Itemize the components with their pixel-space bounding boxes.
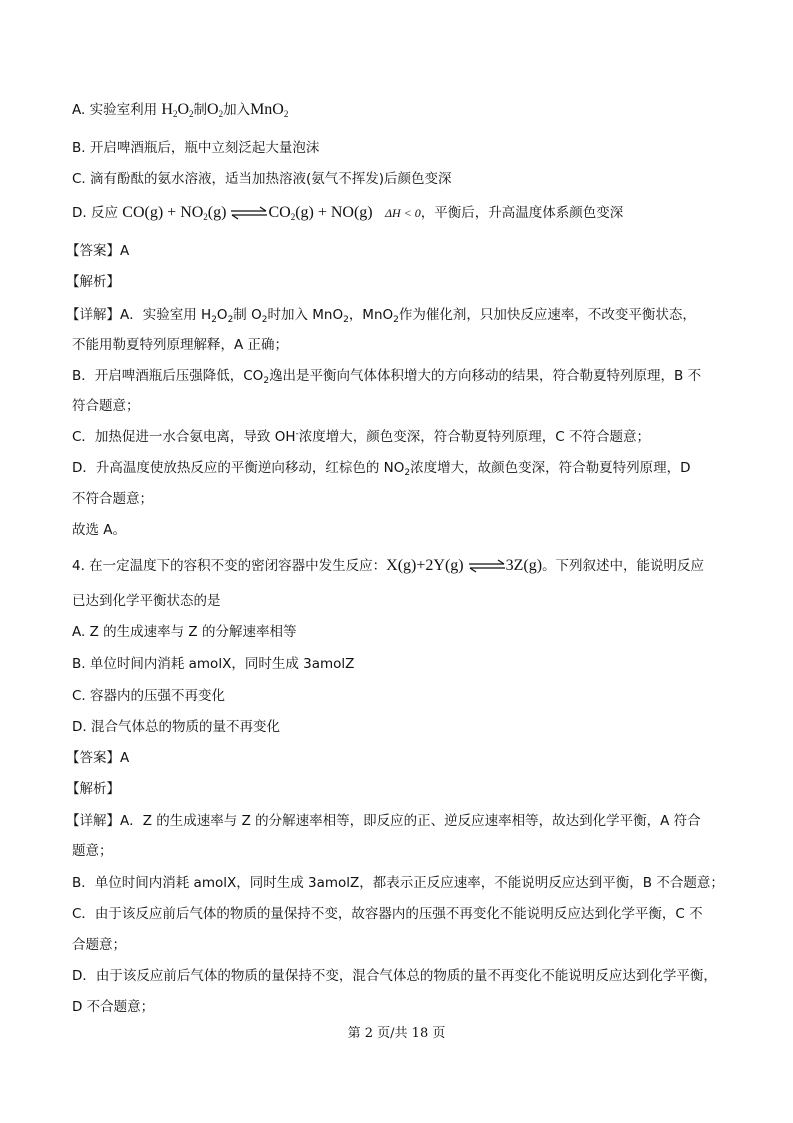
q3-detail-line-8: 故选 A。: [72, 522, 127, 538]
q3-answer: 【答案】A: [66, 243, 130, 259]
q4-detail-line-1: 【详解】A．Z 的生成速率与 Z 的分解速率相等，即反应的正、逆反应速率相等，故达到化学平衡，A 符合: [66, 813, 701, 829]
equilibrium-arrow-icon: [230, 206, 268, 220]
q3-detail-line-1: 【详解】A．实验室用 $H_2O_2$制 $O_2$时加入 MnO$_2$，MnO$_2$作为催化剂，只加快反应速率，不改变平衡状态，: [66, 307, 696, 325]
q4-detail-line-7: D 不合题意；: [72, 999, 155, 1015]
q3-detail-line-4: 符合题意；: [72, 398, 140, 414]
option-a-text: A. 实验室利用: [72, 102, 158, 118]
q4-analysis-heading: 【解析】: [66, 781, 120, 797]
delta-h: ΔH < 0: [384, 206, 421, 220]
q3-option-c: C. 滴有酚酞的氨水溶液，适当加热溶液(氨气不挥发)后颜色变深: [72, 171, 452, 187]
q3-detail-line-6: D．升高温度使放热反应的平衡逆向移动，红棕色的 $NO_2$浓度增大，故颜色变深，符合勒夏特列原理，D: [72, 460, 691, 478]
equilibrium-arrow-icon: [468, 559, 506, 573]
q4-detail-line-6: D．由于该反应前后气体的物质的量保持不变，混合气体总的物质的量不再变化不能说明反应达到化学平衡，: [72, 968, 717, 984]
q3-option-b: B. 开启啤酒瓶后，瓶中立刻泛起大量泡沫: [72, 140, 320, 156]
q4-option-d: D. 混合气体总的物质的量不再变化: [72, 719, 280, 735]
mno2-formula: MnO$_2$: [250, 101, 289, 119]
q4-answer: 【答案】A: [66, 750, 130, 766]
q4-option-a: A. Z 的生成速率与 Z 的分解速率相等: [72, 624, 297, 640]
q3-detail-line-7: 不符合题意；: [72, 491, 153, 507]
q4-option-c: C. 容器内的压强不再变化: [72, 688, 226, 704]
q3-analysis-heading: 【解析】: [66, 274, 120, 290]
q4-detail-line-5: 合题意；: [72, 937, 126, 953]
o2-formula: $O_2$: [207, 101, 224, 119]
q4-stem-line-2: 已达到化学平衡状态的是: [72, 593, 221, 609]
q3-option-a: A. 实验室利用 $H_2O_2$制$O_2$加入MnO$_2$: [72, 101, 289, 119]
q4-detail-line-3: B．单位时间内消耗 amolX，同时生成 3amolZ，都表示正反应速率，不能说明反应达到平衡，B 不合题意；: [72, 875, 724, 891]
page-footer: 第 2 页/共 18 页: [347, 1026, 446, 1041]
q3-option-d: D. 反应 $CO(g) + NO_2(g) CO_2(g) + NO(g) \Delta H < 0$，平衡后，升高温度体系颜色变深: [72, 204, 624, 222]
q3-detail-line-5: C．加热促进一水合氨电离，导致 OH-浓度增大，颜色变深，符合勒夏特列原理，C 不符合题意；: [72, 429, 650, 445]
q4-detail-line-2: 题意；: [72, 843, 113, 859]
q3-detail-line-3: B．开启啤酒瓶后压强降低，$CO_2$逸出是平衡向气体体积增大的方向移动的结果，符合勒夏特列原理，B 不: [72, 368, 702, 386]
q4-stem-line-1: 4. 在一定温度下的容积不变的密闭容器中发生反应：X(g)+2Y(g) 3Z(g)。下列叙述中，能说明反应: [72, 557, 705, 574]
h2o2-formula: $H_2O_2$: [161, 101, 194, 119]
q4-reaction-equation: X(g)+2Y(g) 3Z(g): [386, 557, 543, 574]
reaction-equation: $CO(g) + NO_2(g) CO_2(g) + NO(g)$: [122, 204, 373, 222]
q4-option-b: B. 单位时间内消耗 amolX，同时生成 3amolZ: [72, 656, 355, 672]
q4-detail-line-4: C．由于该反应前后气体的物质的量保持不变，故容器内的压强不再变化不能说明反应达到化学平衡，C 不: [72, 906, 703, 922]
q3-detail-line-2: 不能用勒夏特列原理解释，A 正确；: [72, 337, 289, 353]
